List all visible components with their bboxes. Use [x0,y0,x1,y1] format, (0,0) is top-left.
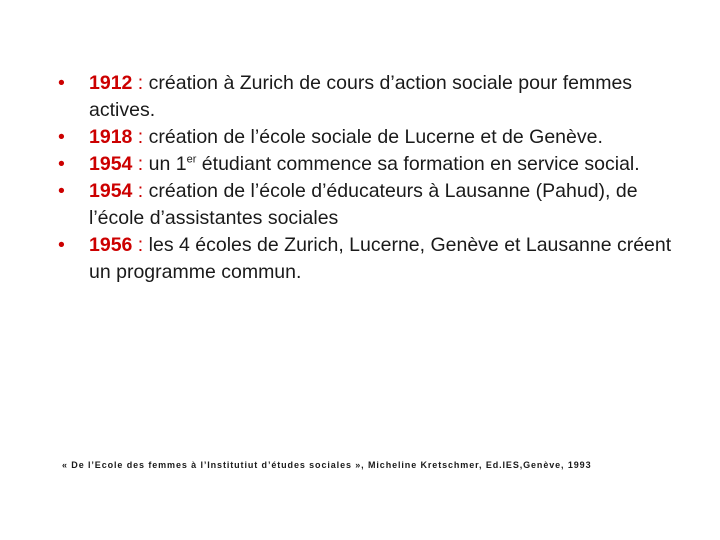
bullet-dot-icon: • [58,72,65,94]
item-text-continued: étudiant commence sa formation en service social. [196,153,640,175]
list-item [58,151,678,178]
year-label: 1956 [89,234,133,256]
list-item [58,124,678,151]
list-item [58,178,678,232]
ordinal-superscript: er [186,153,197,166]
year-separator: : [132,153,149,175]
list-item [58,70,678,124]
year-label: 1918 [89,126,133,148]
item-text: un 1 [148,153,187,175]
bullet-dot-icon: • [58,126,65,148]
bullet-dot-icon: • [58,153,65,175]
timeline-bullet-list [58,70,678,286]
bullet-dot-icon: • [58,180,65,202]
year-separator: : [132,180,149,202]
year-label: 1954 [89,153,133,175]
year-label: 1912 [89,72,133,94]
source-citation: « De l’Ecole des femmes à l’Institutiut d’études sociales », Micheline Kretschmer, Ed.IES,Genève, 1993 [62,460,592,470]
item-text: création de l’école sociale de Lucerne et de Genève. [148,126,603,148]
item-text: création à Zurich de cours d’action sociale pour femmes actives. [89,72,633,121]
list-item [58,232,678,286]
item-text: les 4 écoles de Zurich, Lucerne, Genève et Lausanne créent un programme commun. [89,234,672,283]
year-separator: : [132,126,149,148]
year-separator: : [132,72,149,94]
year-separator: : [132,234,149,256]
bullet-dot-icon: • [58,234,65,256]
item-text: création de l’école d’éducateurs à Lausanne (Pahud), de l’école d’assistantes sociales [89,180,638,229]
year-label: 1954 [89,180,133,202]
